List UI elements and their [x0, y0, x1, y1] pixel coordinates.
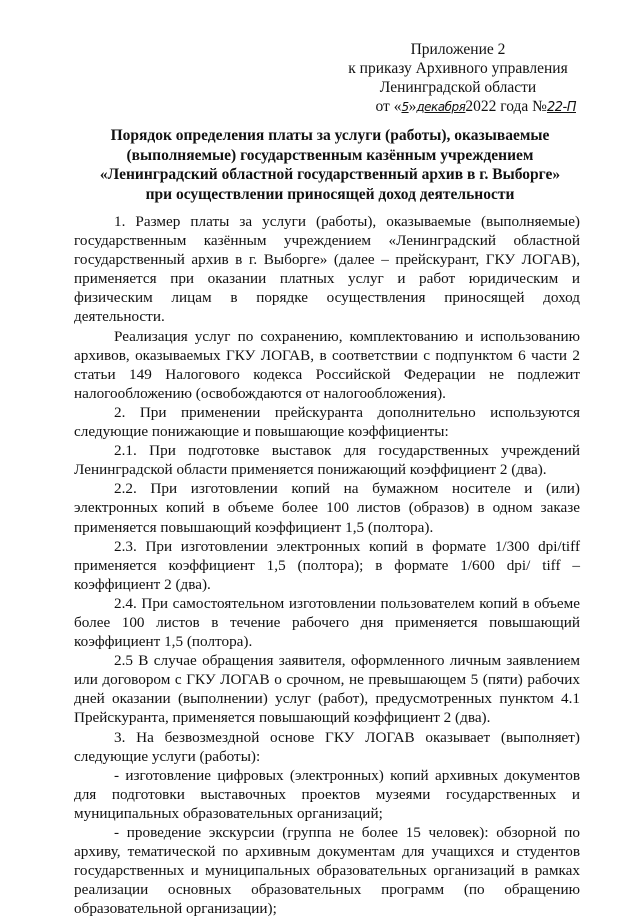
appendix-region: Ленинградской области [379, 79, 537, 96]
date-year: 2022 года № [465, 98, 547, 115]
paragraph-2-1: 2.1. При подготовке выставок для государственных учреждений Ленинградской области применяется понижающий коэффициент 2 (два). [74, 442, 580, 479]
paragraph-2-2: 2.2. При изготовлении копий на бумажном носителе и (или) электронных копий в объеме более 100 листов (образов) в одном заказе применяется повышающий коэффициент 1,5 (полтора). [74, 480, 580, 536]
paragraph-2-5: 2.5 В случае обращения заявителя, оформленного личным заявлением или договором с ГКУ ЛОГАВ о срочном, не превышающем 5 (пяти) рабочих дней оказании (выполнении) услуг (работ), предусмотренных пунктом 4.1 Прейскуранта, применяется повышающий коэффициент 2 (два). [74, 652, 580, 727]
title-line-1: Порядок определения платы за услуги (работы), оказываемые [110, 127, 550, 144]
title-line-4: при осуществлении приносящей доход деятельности [145, 185, 515, 203]
title-line-3: «Ленинградский областной государственный архив в г. Выборге» [99, 166, 561, 183]
appendix-order-ref: к приказу Архивного управления [348, 60, 568, 77]
date-month-handwritten: декабря [416, 100, 466, 114]
document-body [74, 212, 580, 918]
title-line-2: (выполняемые) государственным казённым учреждением [126, 146, 534, 164]
date-prefix: от « [375, 98, 402, 115]
date-day-handwritten: 5 [401, 100, 409, 114]
appendix-date-line [340, 97, 576, 117]
document-title [80, 126, 580, 204]
date-mid: » [408, 98, 417, 115]
paragraph-2-4: 2.4. При самостоятельном изготовлении пользователем копий в объеме более 100 листов в течение рабочего дня применяется повышающий коэффициент 1,5 (полтора). [74, 594, 580, 651]
list-item-excursion: - проведение экскурсии (группа не более 15 человек): обзорной по архиву, тематической по архивным документам для учащихся и студентов государственных и муниципальных образовательных организаций в рамках реализации основных образовательных программ (по обращению образовательной организации); [74, 824, 580, 918]
paragraph-1: 1. Размер платы за услуги (работы), оказываемые (выполняемые) государственным казённым учреждением «Ленинградский областной государственный архив в г. Выборге» (далее – прейскурант, ГКУ ЛОГАВ), применяется при оказании платных услуг и работ юридическим и физическим лицам в порядке осуществления приносящей доход деятельности. [74, 213, 580, 326]
paragraph-tax: Реализация услуг по сохранению, комплектованию и использованию архивов, оказываемых ГКУ ЛОГАВ, в соответствии с подпунктом 6 части 2 статьи 149 Налогового кодекса Российской Федерации не подлежит налогообложению (освобождаются от налогообложения). [74, 327, 580, 402]
paragraph-3: 3. На безвозмездной основе ГКУ ЛОГАВ оказывает (выполняет) следующие услуги (работы): [74, 728, 580, 765]
paragraph-2: 2. При применении прейскуранта дополнительно используются следующие понижающие и повышающие коэффициенты: [74, 403, 580, 441]
paragraph-2-3: 2.3. При изготовлении электронных копий в формате 1/300 dpi/tiff применяется коэффициент 1,5 (полтора); в формате 1/600 dpi/ tiff – коэффициент 2 (два). [74, 537, 580, 593]
appendix-header [340, 40, 576, 117]
order-number-handwritten: 22-П [546, 100, 576, 115]
appendix-title: Приложение 2 [410, 41, 506, 58]
list-item-digital-copies: - изготовление цифровых (электронных) копий архивных документов для подготовки выставочных проектов музеями государственных и муниципальных образовательных организаций; [74, 766, 580, 822]
